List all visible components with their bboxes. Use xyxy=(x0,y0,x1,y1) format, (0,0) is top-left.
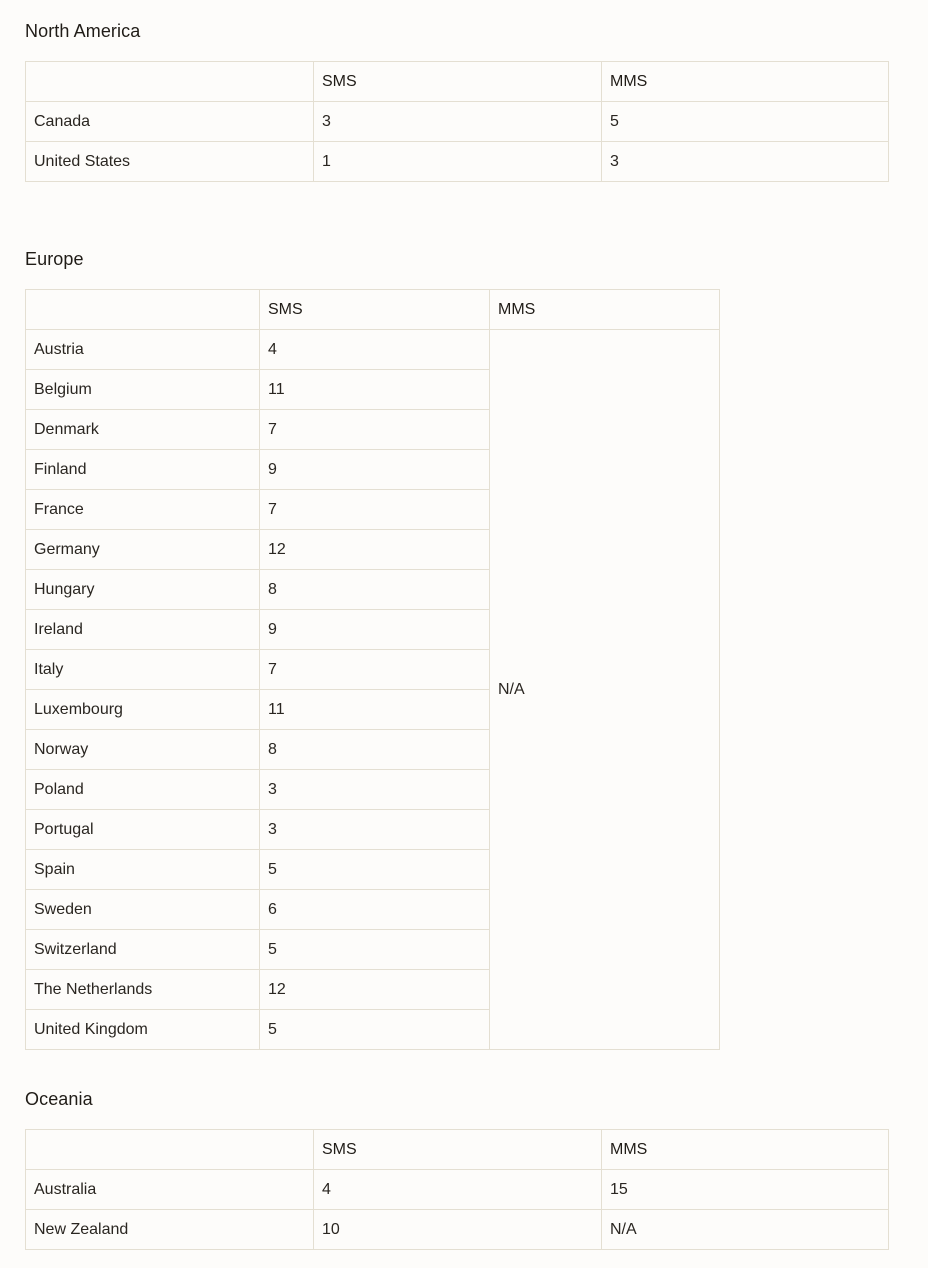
table-row xyxy=(26,1170,889,1210)
sms-cell: 11 xyxy=(260,370,490,410)
country-cell: Austria xyxy=(26,330,260,370)
country-cell: Poland xyxy=(26,770,260,810)
country-cell: Luxembourg xyxy=(26,690,260,730)
sms-cell: 11 xyxy=(260,690,490,730)
header-sms: SMS xyxy=(314,62,602,102)
sms-cell: 6 xyxy=(260,890,490,930)
country-cell: New Zealand xyxy=(26,1210,314,1250)
section-title-oceania: Oceania xyxy=(25,1089,93,1109)
header-sms: SMS xyxy=(314,1130,602,1170)
country-cell: Switzerland xyxy=(26,930,260,970)
north-america-table xyxy=(25,61,889,182)
oceania-table xyxy=(25,1129,889,1250)
header-country xyxy=(26,1130,314,1170)
header-sms: SMS xyxy=(260,290,490,330)
country-cell: The Netherlands xyxy=(26,970,260,1010)
country-cell: Portugal xyxy=(26,810,260,850)
mms-cell: N/A xyxy=(602,1210,889,1250)
table-row xyxy=(26,102,889,142)
mms-cell: 5 xyxy=(602,102,889,142)
country-cell: Sweden xyxy=(26,890,260,930)
country-cell: United Kingdom xyxy=(26,1010,260,1050)
sms-cell: 8 xyxy=(260,570,490,610)
country-cell: Spain xyxy=(26,850,260,890)
sms-cell: 8 xyxy=(260,730,490,770)
country-cell: Italy xyxy=(26,650,260,690)
sms-cell: 10 xyxy=(314,1210,602,1250)
country-cell: Germany xyxy=(26,530,260,570)
country-cell: Denmark xyxy=(26,410,260,450)
country-cell: Belgium xyxy=(26,370,260,410)
sms-cell: 7 xyxy=(260,490,490,530)
header-mms: MMS xyxy=(490,290,720,330)
country-cell: Australia xyxy=(26,1170,314,1210)
sms-cell: 4 xyxy=(314,1170,602,1210)
header-mms: MMS xyxy=(602,62,889,102)
europe-table xyxy=(25,289,720,1050)
mms-cell: 15 xyxy=(602,1170,889,1210)
sms-cell: 3 xyxy=(260,810,490,850)
country-cell: Hungary xyxy=(26,570,260,610)
country-cell: Ireland xyxy=(26,610,260,650)
table-row xyxy=(26,1210,889,1250)
country-cell: Finland xyxy=(26,450,260,490)
sms-cell: 7 xyxy=(260,650,490,690)
table-header-row xyxy=(26,1130,889,1170)
sms-cell: 12 xyxy=(260,530,490,570)
table-header-row xyxy=(26,290,720,330)
sms-cell: 5 xyxy=(260,930,490,970)
sms-cell: 12 xyxy=(260,970,490,1010)
header-mms: MMS xyxy=(602,1130,889,1170)
section-title-europe: Europe xyxy=(25,249,84,269)
header-country xyxy=(26,62,314,102)
country-cell: France xyxy=(26,490,260,530)
table-row xyxy=(26,330,720,370)
sms-cell: 9 xyxy=(260,450,490,490)
sms-cell: 5 xyxy=(260,850,490,890)
mms-merged-cell: N/A xyxy=(490,330,720,1050)
sms-cell: 9 xyxy=(260,610,490,650)
sms-cell: 1 xyxy=(314,142,602,182)
sms-cell: 4 xyxy=(260,330,490,370)
header-country xyxy=(26,290,260,330)
sms-cell: 3 xyxy=(260,770,490,810)
table-row xyxy=(26,142,889,182)
section-title-north-america: North America xyxy=(25,21,141,41)
table-header-row xyxy=(26,62,889,102)
sms-cell: 7 xyxy=(260,410,490,450)
sms-cell: 3 xyxy=(314,102,602,142)
sms-cell: 5 xyxy=(260,1010,490,1050)
country-cell: United States xyxy=(26,142,314,182)
country-cell: Canada xyxy=(26,102,314,142)
mms-cell: 3 xyxy=(602,142,889,182)
country-cell: Norway xyxy=(26,730,260,770)
